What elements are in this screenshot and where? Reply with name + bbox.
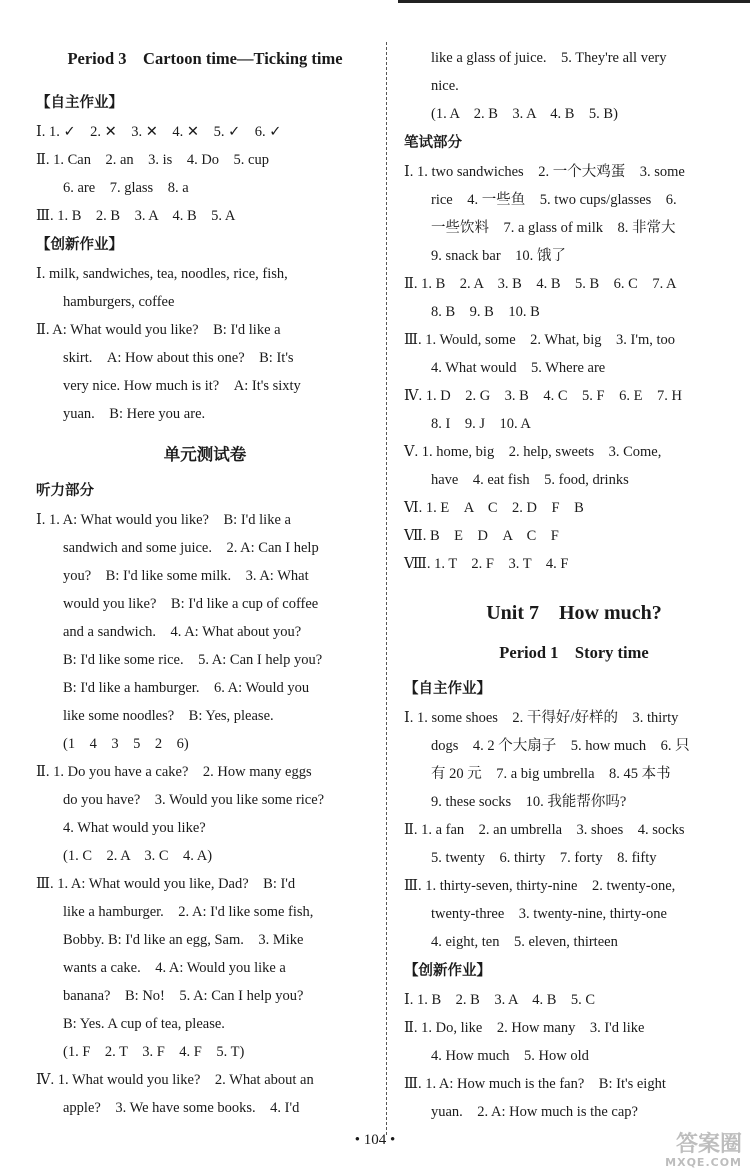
answer-line: twenty-three 3. twenty-nine, thirty-one [431, 906, 667, 922]
answer-line: Ⅰ. 1. A: What would you like? B: I'd like a [36, 512, 291, 528]
answer-line: you? B: I'd like some milk. 3. A: What [63, 568, 309, 584]
answer-line: 9. these socks 10. 我能帮你吗? [431, 794, 627, 810]
answer-line: Ⅰ. 1. two sandwiches 2. 一个大鸡蛋 3. some [404, 164, 685, 180]
site-watermark [665, 1133, 742, 1169]
answer-line: do you have? 3. Would you like some rice? [63, 792, 325, 808]
answer-line: Ⅱ. 1. a fan 2. an umbrella 3. shoes 4. socks [404, 822, 685, 838]
answer-line: (1. A 2. B 3. A 4. B 5. B) [431, 106, 618, 122]
answer-line: Ⅰ. 1. ✓ 2. ✕ 3. ✕ 4. ✕ 5. ✓ 6. ✓ [36, 124, 282, 140]
answer-line: B: I'd like a hamburger. 6. A: Would you [63, 680, 310, 696]
answer-line: 一些饮料 7. a glass of milk 8. 非常大 [431, 220, 676, 236]
answer-line: Ⅱ. A: What would you like? B: I'd like a [36, 322, 281, 338]
answer-line: Ⅱ. 1. Can 2. an 3. is 4. Do 5. cup [36, 152, 269, 168]
answer-line: (1. F 2. T 3. F 4. F 5. T) [63, 1044, 245, 1060]
answer-line: Bobby. B: I'd like an egg, Sam. 3. Mike [63, 932, 304, 948]
answer-line: (1 4 3 5 2 6) [63, 736, 189, 752]
top-rule [398, 0, 750, 3]
answer-line: Ⅴ. 1. home, big 2. help, sweets 3. Come, [404, 444, 662, 460]
answer-line: wants a cake. 4. A: Would you like a [63, 960, 286, 976]
answer-line: Ⅲ. 1. A: How much is the fan? B: It's eight [404, 1076, 666, 1092]
section-title: Period 3 Cartoon time—Ticking time [67, 49, 343, 68]
right-column [404, 44, 744, 1126]
spacer [36, 428, 374, 440]
section-heading: 【自主作业】 [404, 681, 491, 697]
answer-line: Ⅱ. 1. Do, like 2. How many 3. I'd like [404, 1020, 645, 1036]
answer-line: rice 4. 一些鱼 5. two cups/glasses 6. [431, 192, 677, 208]
section-heading: 【创新作业】 [404, 963, 491, 979]
column-divider [386, 42, 387, 1135]
answer-line: apple? 3. We have some books. 4. I'd [63, 1100, 300, 1116]
answer-line: 4. What would you like? [63, 820, 206, 836]
answer-line: like some noodles? B: Yes, please. [63, 708, 274, 724]
answer-line: Ⅲ. 1. Would, some 2. What, big 3. I'm, too [404, 332, 676, 348]
answer-line: Ⅷ. 1. T 2. F 3. T 4. F [404, 556, 569, 572]
answer-line: Ⅰ. 1. B 2. B 3. A 4. B 5. C [404, 992, 596, 1008]
spacer [36, 74, 374, 88]
answer-line: yuan. B: Here you are. [63, 406, 206, 422]
answer-line: Ⅲ. 1. thirty-seven, thirty-nine 2. twenty-one, [404, 878, 676, 894]
answer-line: very nice. How much is it? A: It's sixty [63, 378, 301, 394]
answer-line: skirt. A: How about this one? B: It's [63, 350, 294, 366]
answer-line: nice. [431, 78, 459, 94]
answer-line: Ⅰ. 1. some shoes 2. 干得好/好样的 3. thirty [404, 710, 679, 726]
spacer [404, 578, 744, 596]
answer-line: 4. What would 5. Where are [431, 360, 606, 376]
answer-line: banana? B: No! 5. A: Can I help you? [63, 988, 304, 1004]
answer-line: 8. I 9. J 10. A [431, 416, 531, 432]
answer-line: 8. B 9. B 10. B [431, 304, 540, 320]
answer-line: B: I'd like some rice. 5. A: Can I help you? [63, 652, 323, 668]
answer-line: Ⅲ. 1. B 2. B 3. A 4. B 5. A [36, 208, 236, 224]
section-title: Unit 7 How much? [486, 602, 662, 624]
section-heading: 【创新作业】 [36, 237, 123, 253]
answer-line: hamburgers, coffee [63, 294, 175, 310]
answer-line: 6. are 7. glass 8. a [63, 180, 189, 196]
answer-line: like a hamburger. 2. A: I'd like some fish, [63, 904, 314, 920]
answer-line: would you like? B: I'd like a cup of coffee [63, 596, 319, 612]
section-heading: 笔试部分 [404, 135, 462, 151]
watermark-url: MXQE.COM [665, 1155, 742, 1169]
section-heading: 听力部分 [36, 483, 94, 499]
answer-line: Ⅱ. 1. Do you have a cake? 2. How many eggs [36, 764, 312, 780]
answer-line: Ⅰ. milk, sandwiches, tea, noodles, rice, fish, [36, 266, 288, 282]
answer-line: 4. How much 5. How old [431, 1048, 589, 1064]
answer-line: Ⅲ. 1. A: What would you like, Dad? B: I'd [36, 876, 296, 892]
section-heading: 【自主作业】 [36, 95, 123, 111]
answer-line: dogs 4. 2 个大扇子 5. how much 6. 只 [431, 738, 690, 754]
page-number: • 104 • [354, 1132, 396, 1148]
answer-line: Ⅱ. 1. B 2. A 3. B 4. B 5. B 6. C 7. A [404, 276, 677, 292]
answer-line: Ⅶ. B E D A C F [404, 528, 559, 544]
left-column [36, 44, 374, 1122]
watermark-logo-text: 答案圈 [675, 1131, 742, 1157]
answer-line: 5. twenty 6. thirty 7. forty 8. fifty [431, 850, 657, 866]
answer-line: Ⅵ. 1. E A C 2. D F B [404, 500, 584, 516]
answer-line: B: Yes. A cup of tea, please. [63, 1016, 225, 1032]
answer-line: sandwich and some juice. 2. A: Can I help [63, 540, 319, 556]
spacer [404, 630, 744, 638]
answer-line: Ⅳ. 1. D 2. G 3. B 4. C 5. F 6. E 7. H [404, 388, 682, 404]
answer-line: Ⅳ. 1. What would you like? 2. What about an [36, 1072, 314, 1088]
answer-line: 4. eight, ten 5. eleven, thirteen [431, 934, 618, 950]
answer-line: 9. snack bar 10. 饿了 [431, 248, 566, 264]
section-title: 单元测试卷 [163, 445, 247, 464]
answer-line: have 4. eat fish 5. food, drinks [431, 472, 629, 488]
answer-line: like a glass of juice. 5. They're all very [431, 50, 667, 66]
answer-line: (1. C 2. A 3. C 4. A) [63, 848, 213, 864]
answer-line: and a sandwich. 4. A: What about you? [63, 624, 302, 640]
answer-line: 有 20 元 7. a big umbrella 8. 45 本书 [431, 766, 671, 782]
section-title: Period 1 Story time [499, 643, 649, 662]
answer-line: yuan. 2. A: How much is the cap? [431, 1104, 638, 1120]
